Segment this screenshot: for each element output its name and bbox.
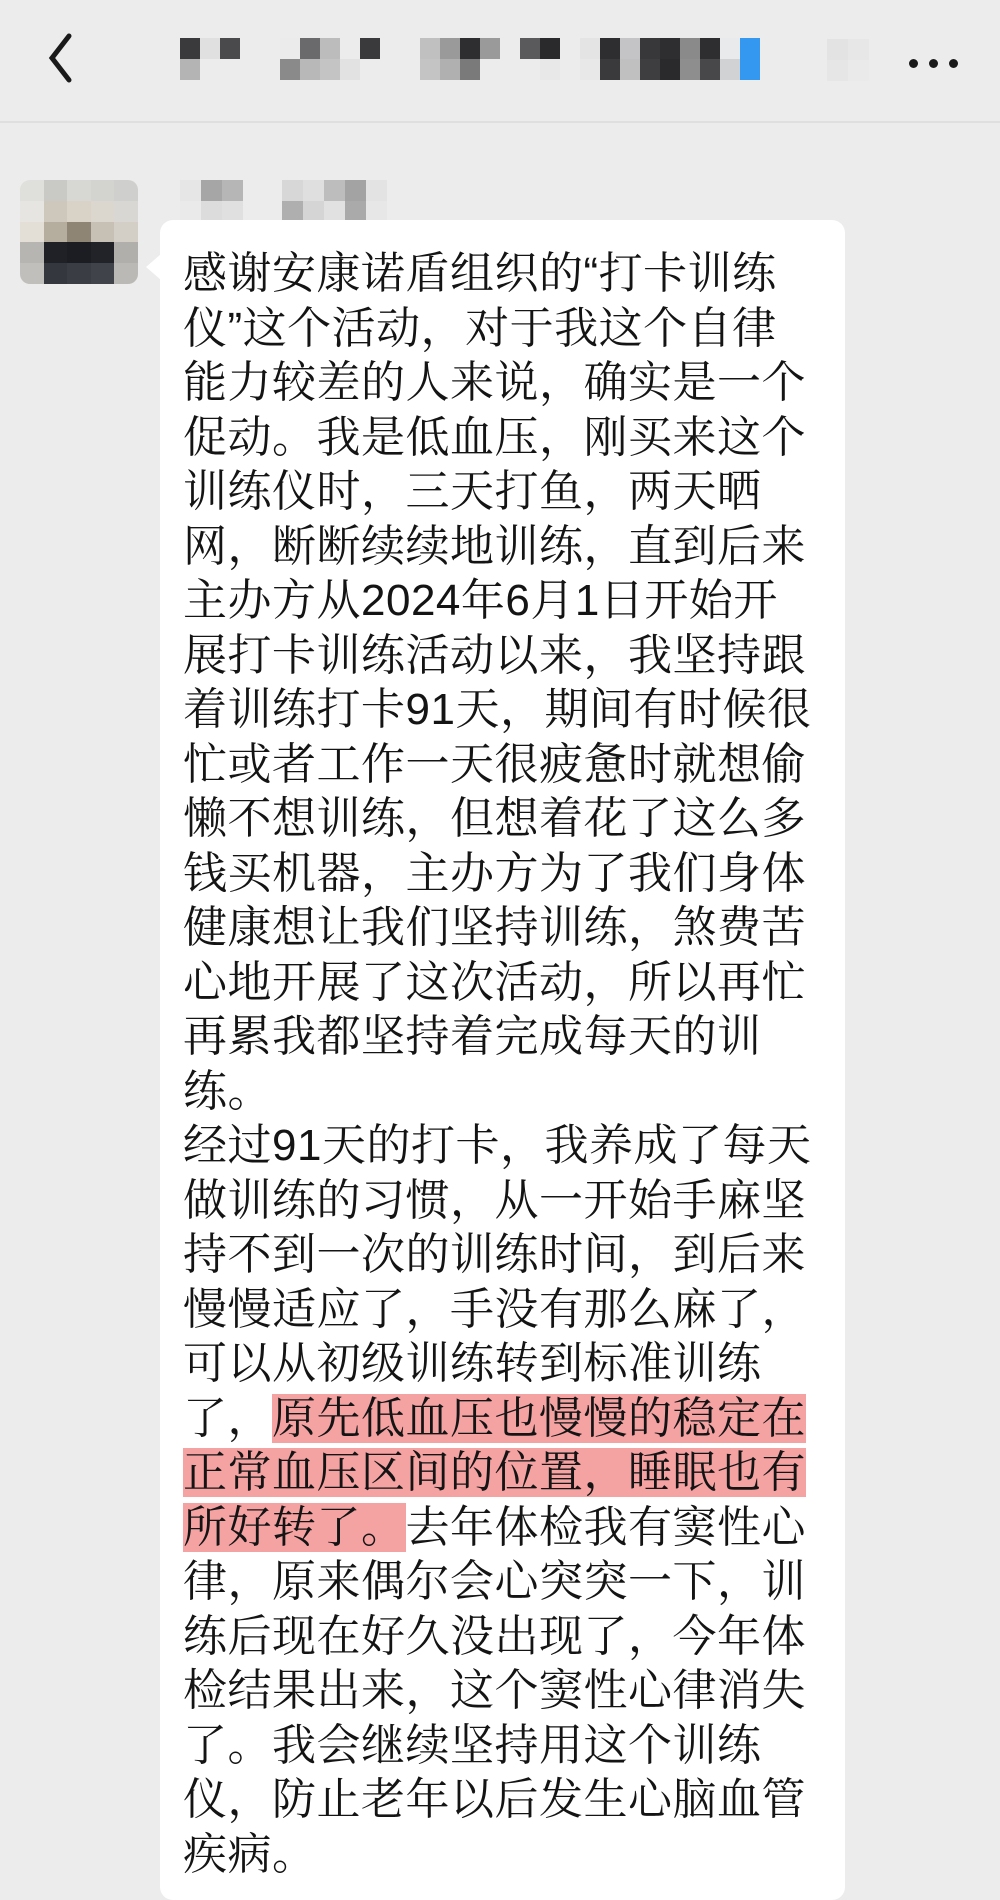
text-segment: 经过91天的打卡，我养成了每天做训练的习惯，从一开始手麻坚持不到一次的训练时间，到后来慢慢适应了，手没有那么麻了，可以从初级训练转到标准训练了，	[183, 1121, 812, 1443]
text-segment: 去年体检我有窦性心律，原来偶尔会心突突一下，训练后现在好久没出现了，今年体检结果出来，这个窦性心律消失了。我会继续坚持用这个训练仪，防止老年以后发生心脑血管疾病。	[183, 1502, 806, 1879]
ellipsis-icon	[929, 59, 938, 68]
more-button[interactable]	[909, 40, 958, 86]
ellipsis-icon	[949, 59, 958, 68]
avatar[interactable]	[20, 180, 138, 284]
chat-background	[0, 123, 1000, 1879]
message-paragraph	[183, 247, 821, 1119]
sender-name-redacted	[282, 180, 387, 222]
text-segment: 感谢安康诺盾组织的“打卡训练仪”这个活动，对于我这个自律能力较差的人来说，确实是一个促动。我是低血压，刚买来这个训练仪时，三天打鱼，两天晒网，断断续续地训练，直到后来主办方从2024年6月1日开始开展打卡训练活动以来，我坚持跟着训练打卡91天，期间有时候很忙或者工作一天很疲惫时就想偷懒不想训练，但想着花了这么多钱买机器，主办方为了我们身体健康想让我们坚持训练，煞费苦心地开展了这次活动，所以再忙再累我都坚持着完成每天的训练。	[183, 249, 812, 1116]
sender-name-redacted	[180, 180, 243, 222]
title-trailing-redacted-block	[827, 39, 869, 81]
back-button[interactable]	[40, 28, 80, 90]
chevron-left-icon	[47, 32, 73, 84]
highlighted-text: 原先低血压也慢慢的稳定在正常血压区间的位置，睡眠也有所好转了。	[183, 1393, 806, 1552]
ellipsis-icon	[909, 59, 918, 68]
message-bubble[interactable]	[160, 220, 845, 1900]
nav-bar	[0, 0, 1000, 123]
chat-title-redacted	[180, 38, 760, 80]
message-paragraph	[183, 1119, 821, 1882]
bubble-tail	[146, 254, 161, 280]
